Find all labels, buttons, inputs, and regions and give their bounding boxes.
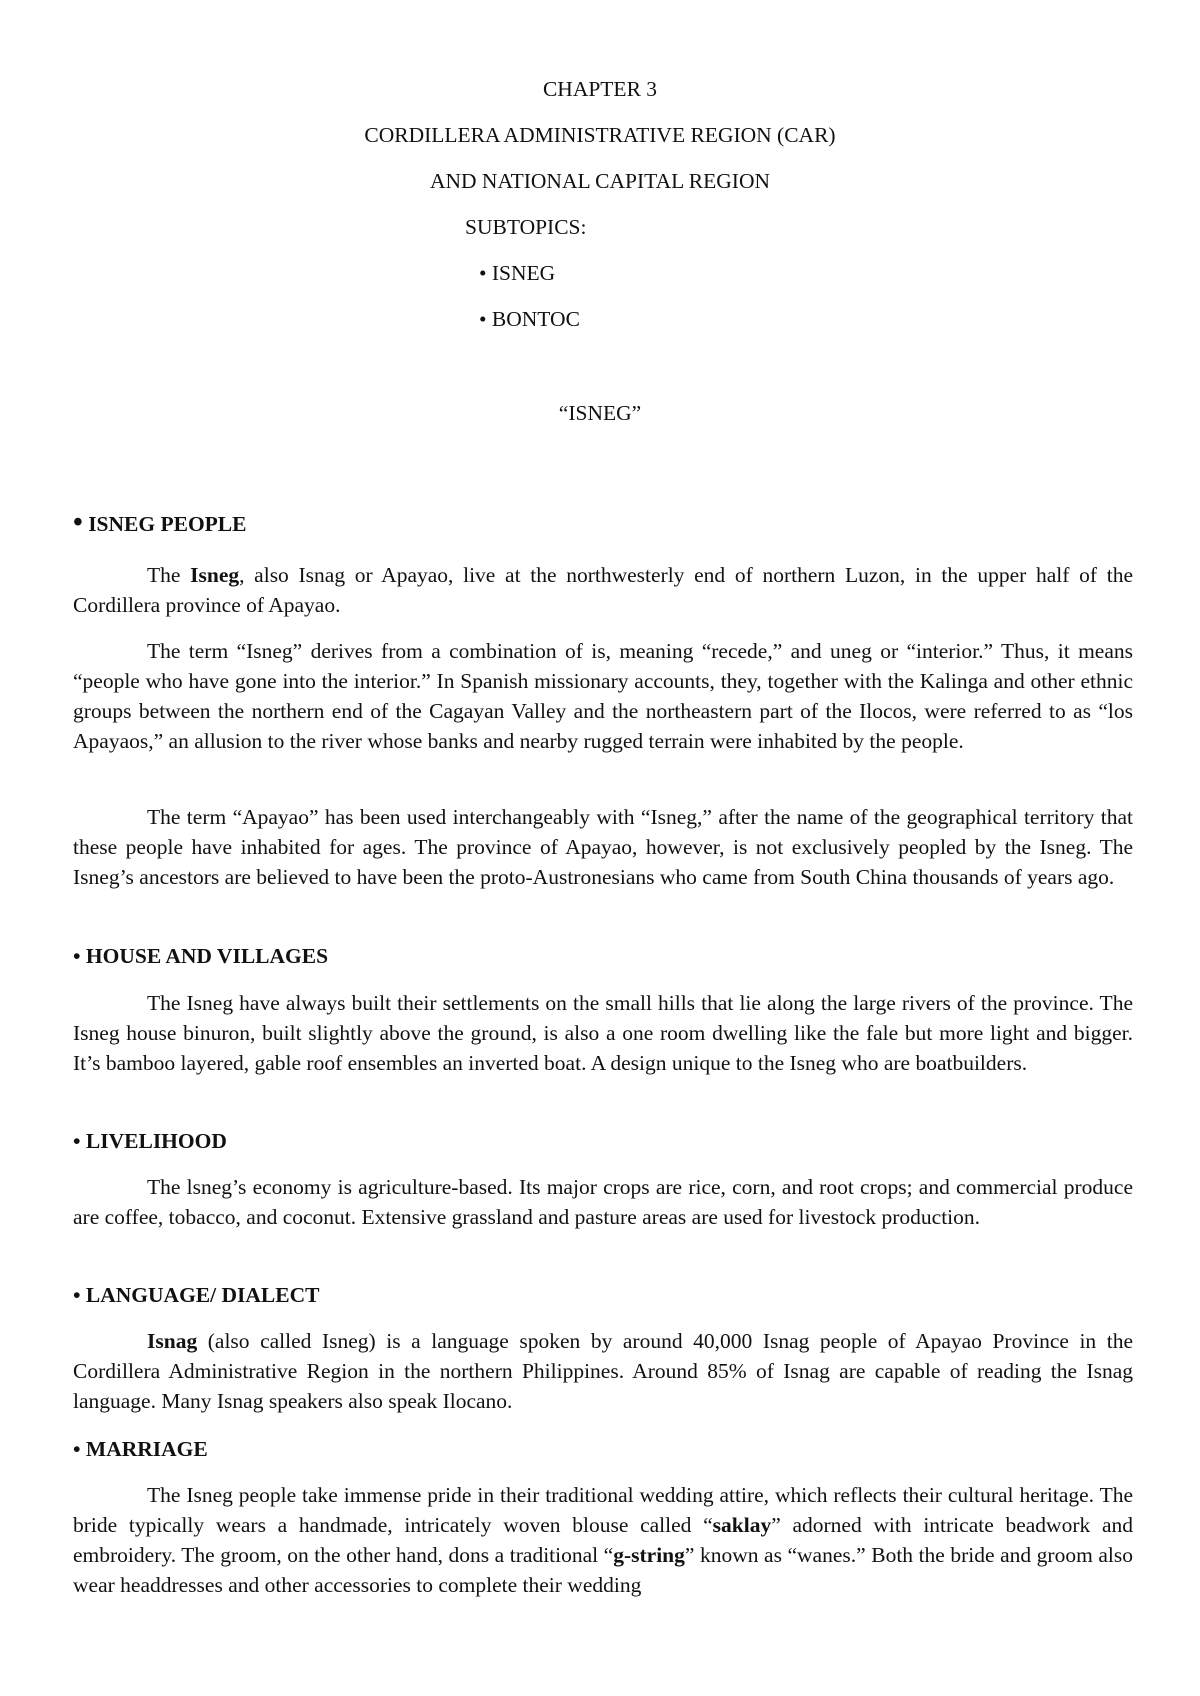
heading-language-dialect: • LANGUAGE/ DIALECT [73, 1283, 320, 1307]
paragraph [73, 1480, 1133, 1600]
subtopic-item: • ISNEG [479, 261, 556, 285]
heading-livelihood: • LIVELIHOOD [73, 1129, 227, 1153]
heading-marriage: • MARRIAGE [73, 1437, 208, 1461]
text-run: The [147, 563, 191, 587]
heading-isneg-people [73, 508, 247, 539]
paragraph: The Isneg have always built their settlements on the small hills that lie along the large rivers of the province. The Isneg house binuron, built slightly above the ground, is also a one room dwelling like the fale but more light and bigger. It’s bamboo layered, gable roof ensembles an inverted boat. A design unique to the Isneg who are boatbuilders. [73, 991, 1133, 1075]
bold-term: Isnag [147, 1329, 198, 1353]
bold-term: saklay [712, 1513, 772, 1537]
paragraph: The term “Isneg” derives from a combination of is, meaning “recede,” and uneg or “interior.” Thus, it means “people who have gone into the interior.” In Spanish missionary accounts, they, together with the Kalinga and other ethnic groups between the northern end of the Cagayan Valley and the northeastern part of the Ilocos, were referred to as “los Apayaos,” an allusion to the river whose banks and nearby rugged terrain were inhabited by the people. [73, 639, 1133, 753]
chapter-label: CHAPTER 3 [542, 77, 658, 101]
text-run: , also Isnag or Apayao, live at the northwesterly end of northern Luzon, in the upper half of the Cordillera province of Apayao. [73, 563, 1133, 617]
section-title: “ISNEG” [558, 401, 642, 425]
paragraph: The lsneg’s economy is agriculture-based. Its major crops are rice, corn, and root crops; and commercial produce are coffee, tobacco, and coconut. Extensive grassland and pasture areas are used for livestock production. [73, 1175, 1133, 1229]
chapter-title-line-2: AND NATIONAL CAPITAL REGION [429, 169, 771, 193]
bold-term: g-string [613, 1543, 685, 1567]
subtopic-item: • BONTOC [479, 307, 580, 331]
paragraph [73, 1326, 1133, 1416]
text-run: ” adorned with intricate beadwork and embroidery. The groom, on the other hand, dons a traditional “ [73, 1513, 1133, 1567]
heading-text: ISNEG PEOPLE [88, 512, 247, 536]
text-run: The Isneg people take immense pride in their traditional wedding attire, which reflects their cultural heritage. The bride typically wears a handmade, intricately woven blouse called “ [73, 1483, 1133, 1537]
subtopics-label: SUBTOPICS: [465, 215, 587, 239]
chapter-title-line-1: CORDILLERA ADMINISTRATIVE REGION (CAR) [364, 123, 836, 147]
text-run: ” known as “wanes.” Both the bride and groom also wear headdresses and other accessories to complete their wedding [73, 1543, 1133, 1597]
paragraph [73, 560, 1133, 620]
text-run: (also called Isneg) is a language spoken by around 40,000 Isnag people of Apayao Province in the Cordillera Administrative Region in the northern Philippines. Around 85% of Isnag are capable of reading the Isnag language. Many Isnag speakers also speak Ilocano. [73, 1329, 1133, 1413]
bold-term: Isneg [190, 563, 240, 587]
paragraph: The term “Apayao” has been used interchangeably with “Isneg,” after the name of the geographical territory that these people have inhabited for ages. The province of Apayao, however, is not exclusively peopled by the Isneg. The Isneg’s ancestors are believed to have been the proto-Austronesians who came from South China thousands of years ago. [73, 805, 1133, 889]
bullet-icon: • [73, 507, 83, 538]
heading-house-and-villages: • HOUSE AND VILLAGES [73, 944, 329, 968]
